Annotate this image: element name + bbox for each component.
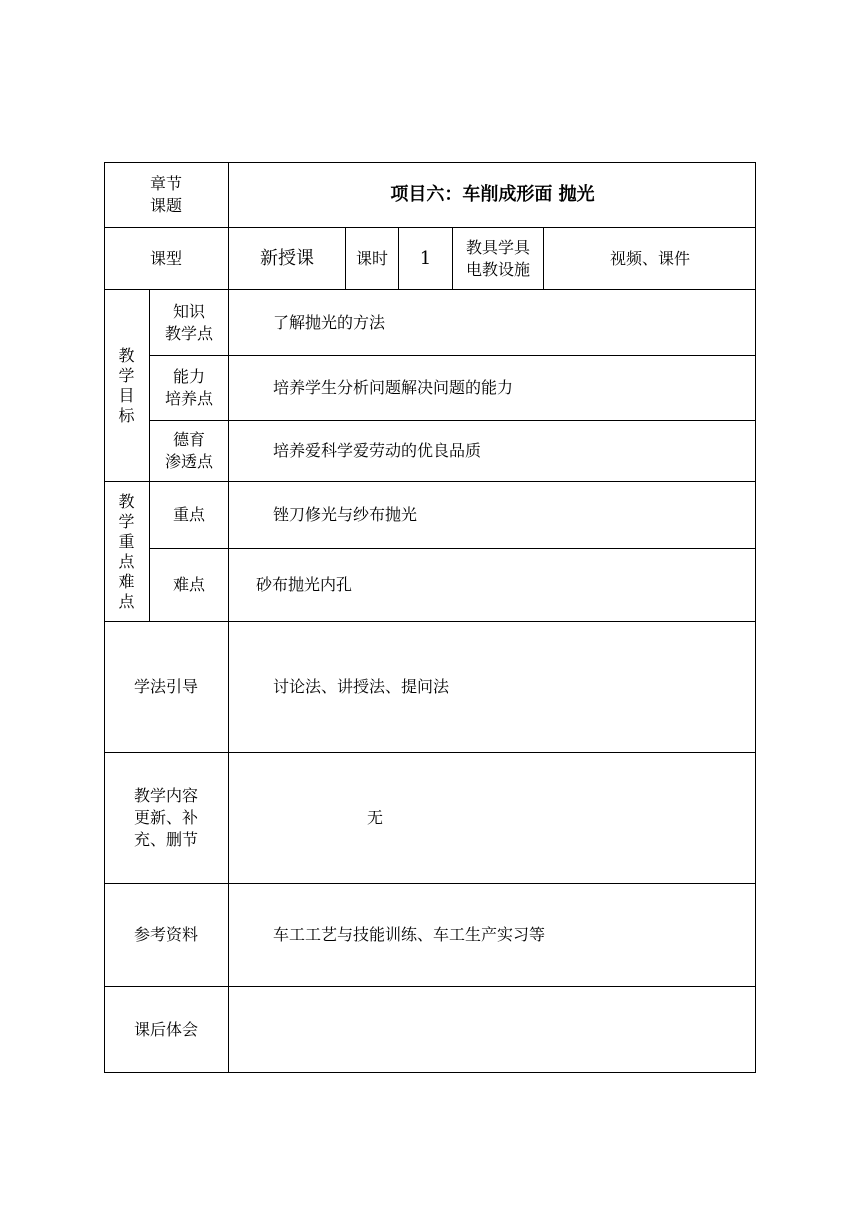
chapter-title: 项目六：车削成形面 抛光 (229, 162, 756, 228)
knowledge-label: 知识 教学点 (150, 290, 229, 356)
ability-value: 培养学生分析问题解决问题的能力 (229, 356, 756, 421)
equipment-value: 视频、课件 (544, 228, 756, 290)
hours-label: 课时 (346, 228, 399, 290)
content-update-value: 无 (229, 753, 756, 884)
difficult-value: 砂布抛光内孔 (229, 549, 756, 622)
key-label: 重点 (150, 482, 229, 549)
key-difficult-label: 教 学 重 点 难 点 (104, 482, 150, 622)
lesson-type-label: 课型 (104, 228, 229, 290)
reflection-value (229, 987, 756, 1073)
hours-value: 1 (399, 228, 453, 290)
knowledge-value: 了解抛光的方法 (229, 290, 756, 356)
lesson-type-value: 新授课 (229, 228, 346, 290)
content-update-label: 教学内容 更新、补 充、删节 (104, 753, 229, 884)
objectives-label: 教 学 目 标 (104, 290, 150, 482)
chapter-label: 章节 课题 (104, 162, 229, 228)
moral-value: 培养爱科学爱劳动的优良品质 (229, 421, 756, 482)
reference-value: 车工工艺与技能训练、车工生产实习等 (229, 884, 756, 987)
equipment-label: 教具学具 电教设施 (453, 228, 544, 290)
reference-label: 参考资料 (104, 884, 229, 987)
key-value: 锉刀修光与纱布抛光 (229, 482, 756, 549)
ability-label: 能力 培养点 (150, 356, 229, 421)
moral-label: 德育 渗透点 (150, 421, 229, 482)
method-value: 讨论法、讲授法、提问法 (229, 622, 756, 753)
reflection-label: 课后体会 (104, 987, 229, 1073)
method-label: 学法引导 (104, 622, 229, 753)
difficult-label: 难点 (150, 549, 229, 622)
